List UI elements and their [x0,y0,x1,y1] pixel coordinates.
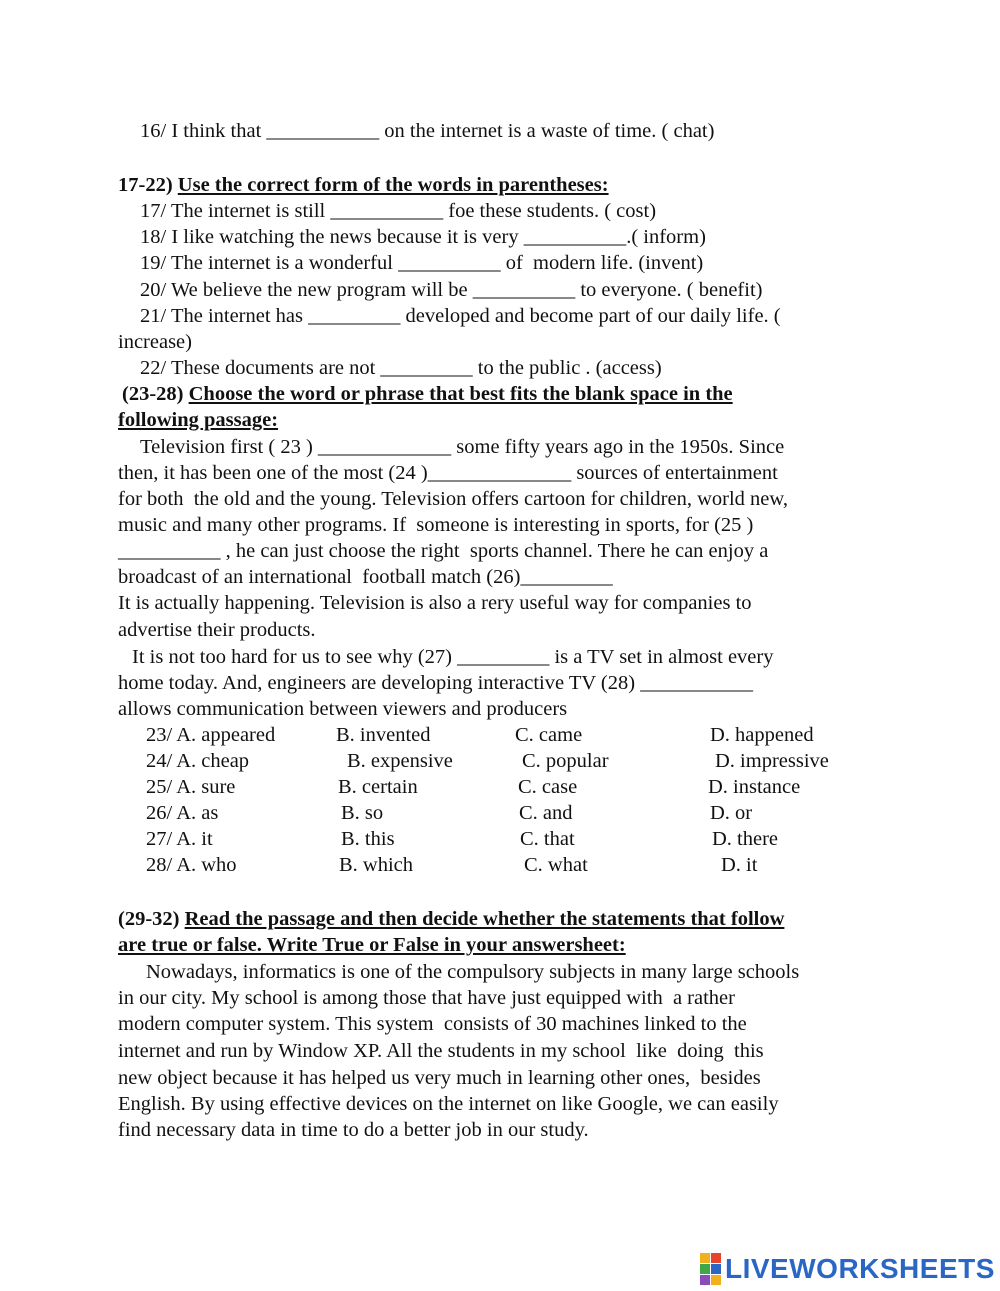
section-instruction-continued: are true or false. Write True or False in your answersheet: [118,934,626,956]
option-d: D. or [710,802,753,824]
passage-line: in our city. My school is among those that have just equipped with a rather [118,987,735,1009]
question-19: 19/ The internet is a wonderful __________ of modern life. (invent) [140,252,704,274]
question-16: 16/ I think that ___________ on the internet is a waste of time. ( chat) [140,120,715,142]
option-d: D. it [721,854,758,876]
passage-line: broadcast of an international football match (26)_________ [118,566,613,588]
passage-line: It is actually happening. Television is also a rery useful way for companies to [118,592,752,614]
passage-line: advertise their products. [118,619,316,641]
section-23-28-heading [122,381,882,407]
section-29-32-heading [118,906,878,932]
section-instruction: Read the passage and then decide whether the statements that follow [184,908,785,930]
option-d: D. instance [708,776,801,798]
option-a: 24/ A. cheap [146,750,250,772]
logo-block [711,1253,721,1263]
question-21: 21/ The internet has _________ developed and become part of our daily life. ( [140,305,781,327]
section-instruction: Use the correct form of the words in parentheses: [177,174,609,196]
option-d: D. happened [710,724,814,746]
option-a: 28/ A. who [146,854,237,876]
logo-block [700,1264,710,1274]
logo-block [700,1253,710,1263]
passage-line: then, it has been one of the most (24 )______________ sources of entertainment [118,462,778,484]
option-c: C. popular [522,750,609,772]
question-21-continued: increase) [118,331,192,353]
option-c: C. what [524,854,588,876]
question-18: 18/ I like watching the news because it is very __________.( inform) [140,226,706,248]
option-c: C. and [519,802,573,824]
option-d: D. impressive [715,750,829,772]
option-c: C. came [515,724,583,746]
passage-line: allows communication between viewers and producers [118,698,568,720]
passage-line: __________ , he can just choose the right sports channel. There he can enjoy a [118,540,769,562]
logo-text: LIVEWORKSHEETS [725,1253,995,1284]
section-instruction: Choose the word or phrase that best fits the blank space in the [188,383,733,405]
option-a: 23/ A. appeared [146,724,276,746]
option-d: D. there [712,828,779,850]
logo-blocks-icon [700,1253,721,1285]
option-row-23 [146,722,886,748]
passage-line: Television first ( 23 ) _____________ some fifty years ago in the 1950s. Since [140,436,785,458]
passage-line: new object because it has helped us very much in learning other ones, besides [118,1067,761,1089]
section-instruction-continued: following passage: [118,409,279,431]
option-row-28 [146,852,886,878]
option-b: B. so [341,802,384,824]
option-b: B. which [339,854,414,876]
section-17-22-heading [118,172,878,198]
option-c: C. that [520,828,575,850]
passage-line: music and many other programs. If someone is interesting in sports, for (25 ) [118,514,754,536]
question-17: 17/ The internet is still ___________ foe these students. ( cost) [140,200,657,222]
option-a: 27/ A. it [146,828,213,850]
option-b: B. this [341,828,395,850]
logo-block [711,1275,721,1285]
option-row-26 [146,800,886,826]
passage-line: find necessary data in time to do a better job in our study. [118,1119,589,1141]
passage-line: English. By using effective devices on the internet on like Google, we can easily [118,1093,779,1115]
passage-line: Nowadays, informatics is one of the compulsory subjects in many large schools [146,961,800,983]
question-22: 22/ These documents are not _________ to the public . (access) [140,357,662,379]
option-row-27 [146,826,886,852]
option-c: C. case [518,776,578,798]
passage-line: for both the old and the young. Television offers cartoon for children, world new, [118,488,788,510]
option-a: 25/ A. sure [146,776,236,798]
section-number: (29-32) [118,908,180,930]
option-row-25 [146,774,886,800]
passage-line: internet and run by Window XP. All the students in my school like doing this [118,1040,764,1062]
option-b: B. certain [338,776,418,798]
question-20: 20/ We believe the new program will be __________ to everyone. ( benefit) [140,279,763,301]
section-number: (23-28) [122,383,184,405]
passage-line: home today. And, engineers are developing interactive TV (28) ___________ [118,672,753,694]
option-row-24 [146,748,886,774]
option-a: 26/ A. as [146,802,219,824]
logo-block [711,1264,721,1274]
logo-block [700,1275,710,1285]
passage-line: modern computer system. This system consists of 30 machines linked to the [118,1013,747,1035]
section-number: 17-22) [118,174,173,196]
passage-line: It is not too hard for us to see why (27) _________ is a TV set in almost every [132,646,774,668]
option-b: B. expensive [347,750,453,772]
liveworksheets-logo [700,1252,995,1286]
option-b: B. invented [336,724,431,746]
